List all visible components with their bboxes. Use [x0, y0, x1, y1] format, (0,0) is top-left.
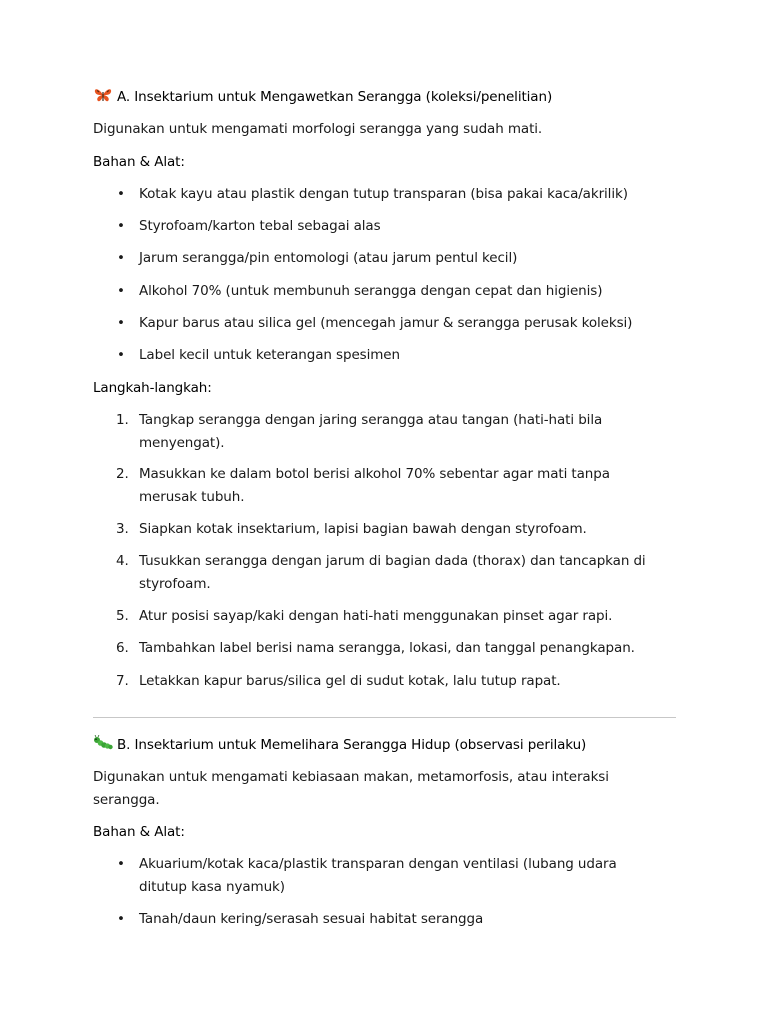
section-b-intro: Digunakan untuk mengamati kebiasaan makan, metamorfosis, atau interaksi serangga.: [93, 769, 609, 808]
bullet: •: [117, 218, 125, 234]
bullet: •: [117, 283, 125, 299]
bullet: •: [117, 911, 125, 927]
list-item: • Akuarium/kotak kaca/plastik transparan dengan ventilasi (lubang udara ditutup kasa nyamuk): [93, 853, 676, 899]
section-b-title: B. Insektarium untuk Memelihara Serangga Hidup (observasi perilaku): [117, 737, 587, 753]
caterpillar-icon: [93, 735, 113, 759]
section-divider: [93, 717, 676, 718]
bullet: •: [117, 856, 125, 872]
section-a-steps-label: Langkah-langkah:: [93, 380, 212, 396]
step-item: 2. Masukkan ke dalam botol berisi alkohol 70% sebentar agar mati tanpa merusak tubuh.: [116, 466, 610, 505]
bullet: •: [117, 250, 125, 266]
section-a-heading: [93, 86, 676, 111]
section-a-intro: Digunakan untuk mengamati morfologi serangga yang sudah mati.: [93, 121, 543, 137]
step-item: 4. Tusukkan serangga dengan jarum di bagian dada (thorax) dan tancapkan di styrofoam.: [116, 553, 646, 592]
bullet: •: [117, 347, 125, 363]
step-item: 1. Tangkap serangga dengan jaring serangga atau tangan (hati-hati bila menyengat).: [116, 412, 603, 451]
section-b-materials-label: Bahan & Alat:: [93, 824, 185, 840]
bullet: •: [117, 186, 125, 202]
section-a-materials-label: Bahan & Alat:: [93, 154, 185, 170]
section-b-heading: [93, 734, 676, 759]
bullet: •: [117, 315, 125, 331]
butterfly-icon: [93, 87, 113, 111]
section-a-title: A. Insektarium untuk Mengawetkan Serangga (koleksi/penelitian): [117, 89, 553, 105]
